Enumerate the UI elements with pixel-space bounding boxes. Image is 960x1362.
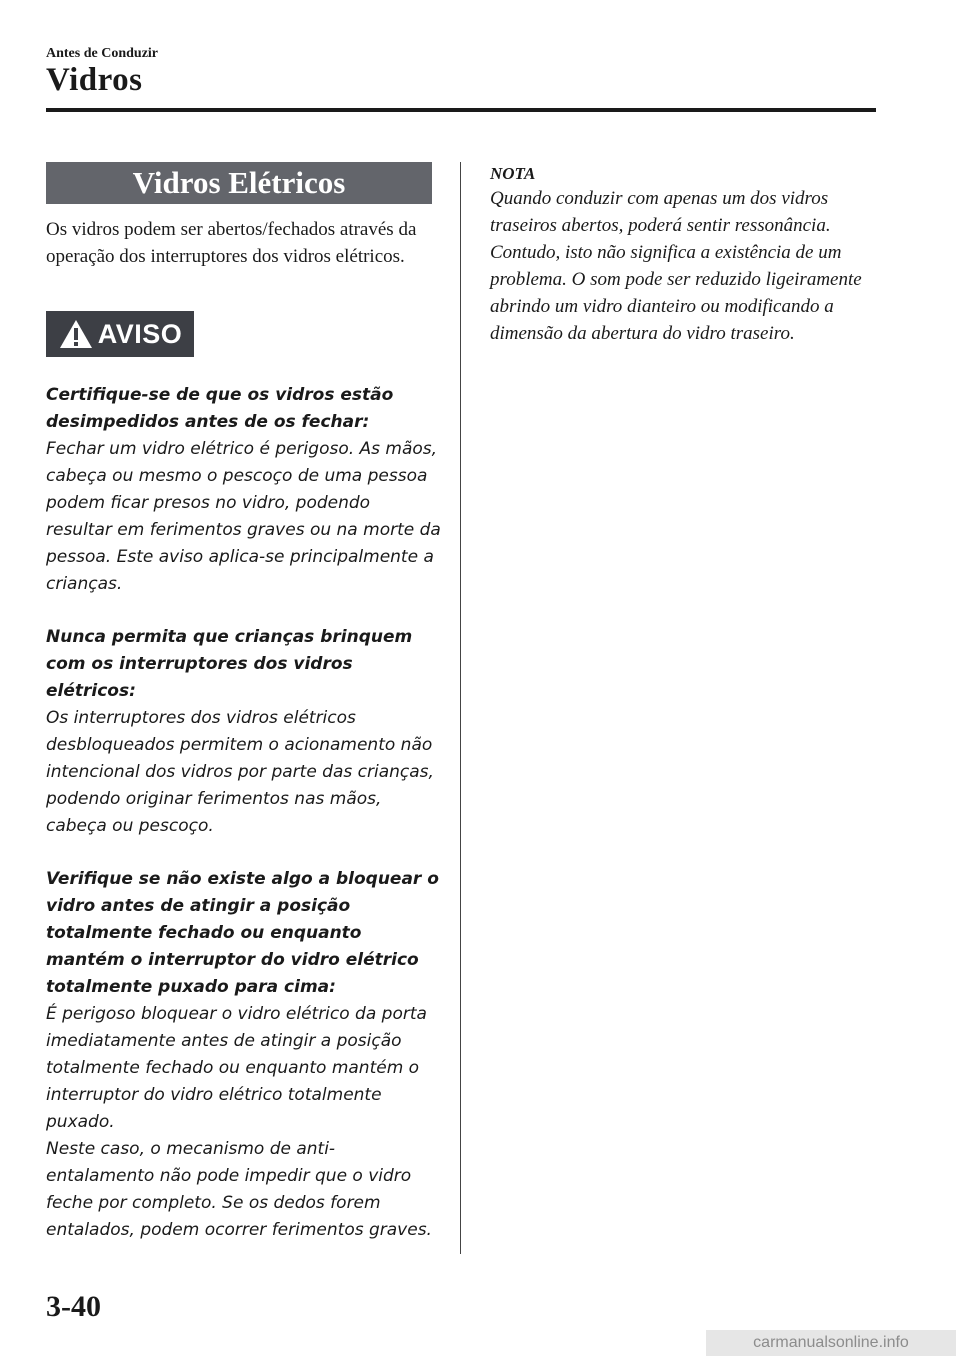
topic-banner: Vidros Elétricos [46,162,432,204]
warning-body: Os interruptores dos vidros elétricos desbloqueados permitem o acionamento não intencional dos vidros por parte das crianças, podendo originar ferimentos nas mãos, cabeça ou pescoço. [46,708,434,836]
intro-paragraph: Os vidros podem ser abertos/fechados através da operação dos interruptores dos vidros elétricos. [46,219,417,267]
site-watermark: carmanualsonline.info [706,1330,956,1356]
page-number: 3-40 [46,1290,101,1323]
warning-item [46,624,441,840]
section-title: Vidros [46,62,143,98]
warning-item [46,866,441,1244]
warning-heading: Nunca permita que crianças brinquem com os interruptores dos vidros elétricos: [46,627,413,701]
warning-heading: Certifique-se de que os vidros estão desimpedidos antes de os fechar: [46,385,394,432]
note-label: NOTA [490,164,536,183]
warning-body: Fechar um vidro elétrico é perigoso. As mãos, cabeça ou mesmo o pescoço de uma pessoa podem ficar presos no vidro, podendo resultar em ferimentos graves ou na morte da pessoa. Este aviso aplica-se principalmente a crianças. [46,439,441,594]
header-divider [46,108,876,112]
column-divider [460,162,461,1254]
warning-triangle-icon [58,318,94,350]
aviso-label: AVISO [97,318,183,349]
warning-body-continued: Neste caso, o mecanismo de anti-entalamento não pode impedir que o vidro feche por completo. Se os dedos forem entalados, podem ocorrer ferimentos graves. [46,1139,432,1240]
warnings-list [46,382,441,1270]
chapter-label: Antes de Conduzir [46,46,159,61]
warning-item [46,382,441,598]
note-block [490,163,890,347]
note-body: Quando conduzir com apenas um dos vidros traseiros abertos, poderá sentir ressonância. Contudo, isto não significa a existência de um problema. O som pode ser reduzido ligeiramente abrindo um vidro dianteiro ou modificando a dimensão da abertura do vidro traseiro. [490,188,862,344]
warning-heading: Verifique se não existe algo a bloquear o vidro antes de atingir a posição totalmente fechado ou enquanto mantém o interruptor do vidro elétrico totalmente puxado para cima: [46,869,439,997]
aviso-badge [46,311,194,357]
warning-body: É perigoso bloquear o vidro elétrico da porta imediatamente antes de atingir a posição totalmente fechado ou enquanto mantém o interruptor do vidro elétrico totalmente puxado. [46,1004,427,1132]
